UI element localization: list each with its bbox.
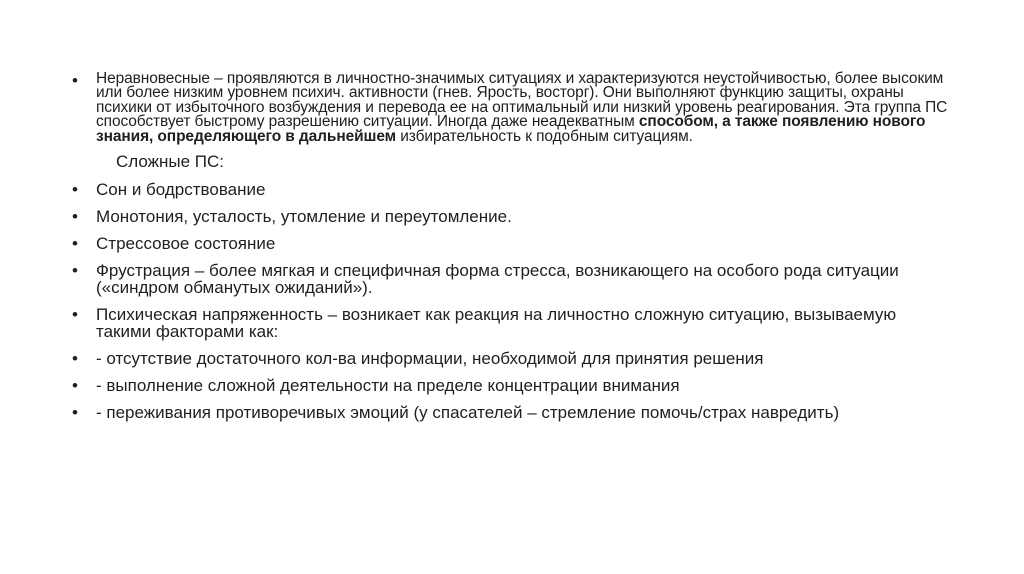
bullet-dot: • [72, 376, 78, 396]
bullet-dot: • [72, 261, 78, 281]
paragraph-text-bold: способом, а также появлению нового знания, определяющего в дальнейшем [96, 113, 926, 145]
list-item [70, 181, 950, 198]
bullet-dot: • [72, 234, 78, 254]
paragraph-text-start: Неравновесные – проявляются в личностно-значимых ситуациях и характеризуются неустойчивостью, более высоким или более низким уровнем психич. активности (гнев. Ярость, восторг). Они выполняют функцию защиты, охраны психики от избыточного возбуждения и перевода ее на оптимальный или низкий уровень реагирования. Эта группа ПС способствует быстрому разрешению ситуации. Иногда даже неадекватным [96, 70, 948, 131]
bullet-dot: • [72, 403, 78, 423]
list-item-text: - отсутствие достаточного кол-ва информации, необходимой для принятия решения [96, 349, 764, 369]
subheading-complex-states: Сложные ПС: [116, 152, 225, 172]
list-item [70, 404, 950, 421]
list-item [70, 235, 950, 252]
bullet-dot: • [72, 180, 78, 200]
bullet-dot: • [72, 305, 78, 325]
list-item-text: Психическая напряженность – возникает как реакция на личностно сложную ситуацию, вызываемую такими факторами как: [96, 305, 897, 342]
bullet-dot: • [72, 349, 78, 369]
list-item [70, 208, 950, 225]
list-item-text: Сон и бодрствование [96, 180, 266, 200]
list-item-text: - переживания противоречивых эмоций (у спасателей – стремление помочь/страх навредить) [96, 403, 840, 423]
paragraph-text-end: избирательность к подобным ситуациям. [396, 127, 693, 145]
bullet-dot: • [72, 207, 78, 227]
bullet-dot: • [72, 71, 78, 90]
list-item-text: - выполнение сложной деятельности на пределе концентрации внимания [96, 376, 680, 396]
list-item-text: Фрустрация – более мягкая и специфичная форма стресса, возникающего на особого рода ситуации («синдром обманутых ожиданий»). [96, 261, 899, 298]
list-item-text: Монотония, усталость, утомление и переутомление. [96, 207, 512, 227]
bullet-list [70, 72, 950, 431]
list-item-text: Стрессовое состояние [96, 234, 276, 254]
list-item [70, 306, 950, 340]
list-item [70, 350, 950, 367]
list-item [70, 262, 950, 296]
list-item [70, 377, 950, 394]
list-item-nonequilibrium [70, 72, 950, 144]
